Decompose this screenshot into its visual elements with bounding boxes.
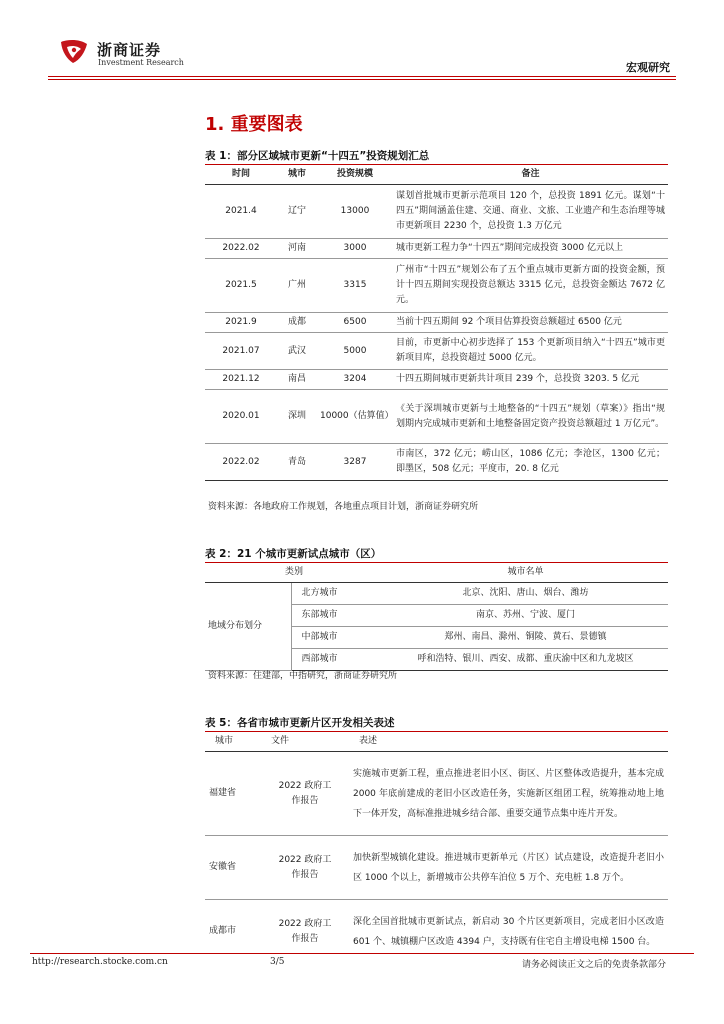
- table-row: [205, 390, 668, 444]
- table-row: [205, 313, 668, 333]
- pilot-cities-table: [205, 563, 668, 671]
- table-row: [205, 370, 668, 390]
- cell-cities: 南京、苏州、宁波、厦门: [383, 605, 668, 627]
- cell-category: 东部城市: [291, 605, 383, 627]
- logo-icon: [58, 38, 90, 64]
- logo-subtitle: Investment Research: [98, 58, 184, 67]
- column-header: 表述: [349, 732, 668, 752]
- table-header-row: [205, 732, 668, 752]
- page-number: 3/5: [270, 957, 285, 967]
- cell-date: 2021.4: [205, 185, 277, 239]
- column-header: 城市名单: [383, 563, 668, 583]
- cell-remark: 《关于深圳城市更新与土地整备的“十四五”规划（草案）》指出“规划期内完成城市更新和土地整备固定资产投资总额超过 1 万亿元”。: [393, 390, 668, 444]
- cell-statement: 深化全国首批城市更新试点，新启动 30 个片区更新项目，完成老旧小区改造 601 个、城镇棚户区改造 4394 户，支持既有住宅自主增设电梯 1500 台。: [353, 916, 664, 947]
- cell-city: 青岛: [277, 444, 317, 481]
- cell-category: 西部城市: [291, 649, 383, 671]
- cell-document: 2022 政府工作报告: [278, 918, 332, 944]
- footer-disclaimer: 请务必阅读正文之后的免责条款部分: [521, 960, 666, 970]
- district-development-table: [205, 732, 668, 964]
- column-header: 类别: [205, 563, 383, 583]
- table2-source: 资料来源：住建部，中指研究，浙商证券研究所: [208, 671, 398, 681]
- cell-city: 深圳: [277, 390, 317, 444]
- cell-category: 中部城市: [291, 627, 383, 649]
- column-header: 城市: [277, 165, 317, 185]
- table-row: [205, 752, 668, 836]
- cell-city: 河南: [277, 239, 317, 259]
- table-row: [205, 583, 668, 605]
- cell-city: 安徽省: [205, 836, 261, 900]
- cell-date: 2022.02: [205, 444, 277, 481]
- table-row: [205, 444, 668, 481]
- cell-city: 成都: [277, 313, 317, 333]
- section-title: 1. 重要图表: [205, 114, 303, 135]
- group-label: 地域分布划分: [205, 583, 291, 671]
- cell-date: 2022.02: [205, 239, 277, 259]
- investment-plan-table: [205, 165, 668, 481]
- footer-url[interactable]: http://research.stocke.com.cn: [32, 957, 168, 967]
- cell-investment: 6500: [317, 313, 393, 333]
- cell-cities: 郑州、南昌、滁州、铜陵、黄石、景德镇: [383, 627, 668, 649]
- table-header-row: [205, 563, 668, 583]
- table-row: [205, 239, 668, 259]
- cell-city: 广州: [277, 259, 317, 313]
- column-header: 文件: [261, 732, 349, 752]
- table-row: [205, 259, 668, 313]
- table-row: [205, 185, 668, 239]
- cell-investment: 3000: [317, 239, 393, 259]
- cell-city: 福建省: [205, 752, 261, 836]
- cell-statement: 加快新型城镇化建设。推进城市更新单元（片区）试点建设，改造提升老旧小区 1000 个以上，新增城市公共停车泊位 5 万个、充电桩 1.8 万个。: [349, 836, 668, 900]
- cell-remark: 市南区，372 亿元；崂山区，1086 亿元；李沧区，1300 亿元；即墨区，508 亿元；平度市，20. 8 亿元: [393, 444, 668, 481]
- cell-investment: 3287: [317, 444, 393, 481]
- cell-date: 2021.9: [205, 313, 277, 333]
- report-category: 宏观研究: [626, 61, 670, 74]
- cell-city: 成都市: [209, 926, 237, 937]
- column-header: 城市: [205, 732, 261, 752]
- column-header: 备注: [393, 165, 668, 185]
- cell-date: 2021.5: [205, 259, 277, 313]
- cell-investment: 3315: [317, 259, 393, 313]
- table2-title: 表 2：21 个城市更新试点城市（区）: [205, 548, 382, 560]
- header-divider: [48, 76, 676, 77]
- table1-source: 资料来源：各地政府工作规划，各地重点项目计划，浙商证券研究所: [208, 502, 479, 512]
- cell-city: 武汉: [277, 333, 317, 370]
- cell-statement: 实施城市更新工程，重点推进老旧小区、街区、片区整体改造提升，基本完成 2000 年底前建成的老旧小区改造任务，实施新区组团工程，统筹推动地上地下一体开发，高标准推进城乡结合部、重要交通节点集中连片开发。: [349, 752, 668, 836]
- cell-document: 2022 政府工作报告: [261, 836, 349, 900]
- cell-remark: 谋划首批城市更新示范项目 120 个，总投资 1891 亿元。谋划“十四五”期间涵盖住建、交通、商业、文旅、工业遗产和生态治理等城市更新项目 2230 个，总投资 1.3 万亿元: [393, 185, 668, 239]
- table-header-row: [205, 165, 668, 185]
- cell-cities: 呼和浩特、银川、西安、成都、重庆渝中区和九龙坡区: [383, 649, 668, 671]
- table-row: [205, 836, 668, 900]
- cell-date: 2020.01: [205, 390, 277, 444]
- cell-remark: 广州市“十四五”规划公布了五个重点城市更新方面的投资金额，预计十四五期间实现投资总额达 3315 亿元，总投资金额达 7672 亿元。: [393, 259, 668, 313]
- table-row: [205, 333, 668, 370]
- table5-title: 表 5：各省市城市更新片区开发相关表述: [205, 717, 395, 729]
- table1-title: 表 1：部分区域城市更新“十四五”投资规划汇总: [205, 150, 430, 162]
- cell-date: 2021.07: [205, 333, 277, 370]
- cell-cities: 北京、沈阳、唐山、烟台、潍坊: [383, 583, 668, 605]
- column-header: 时间: [205, 165, 277, 185]
- cell-document: 2022 政府工作报告: [261, 752, 349, 836]
- cell-investment: 10000（估算值）: [317, 390, 393, 444]
- logo-text: 浙商证券: [97, 41, 162, 59]
- cell-city: 辽宁: [277, 185, 317, 239]
- cell-remark: 目前，市更新中心初步选择了 153 个更新项目纳入“十四五”城市更新项目库，总投资超过 5000 亿元。: [393, 333, 668, 370]
- cell-city: 南昌: [277, 370, 317, 390]
- cell-investment: 3204: [317, 370, 393, 390]
- column-header: 投资规模: [317, 165, 393, 185]
- footer-divider: [30, 953, 694, 954]
- cell-remark: 当前十四五期间 92 个项目估算投资总额超过 6500 亿元: [393, 313, 668, 333]
- header-divider-thin: [48, 79, 676, 80]
- cell-remark: 十四五期间城市更新共计项目 239 个，总投资 3203. 5 亿元: [393, 370, 668, 390]
- cell-date: 2021.12: [205, 370, 277, 390]
- cell-remark: 城市更新工程力争“十四五”期间完成投资 3000 亿元以上: [393, 239, 668, 259]
- cell-investment: 13000: [317, 185, 393, 239]
- cell-category: 北方城市: [291, 583, 383, 605]
- cell-investment: 5000: [317, 333, 393, 370]
